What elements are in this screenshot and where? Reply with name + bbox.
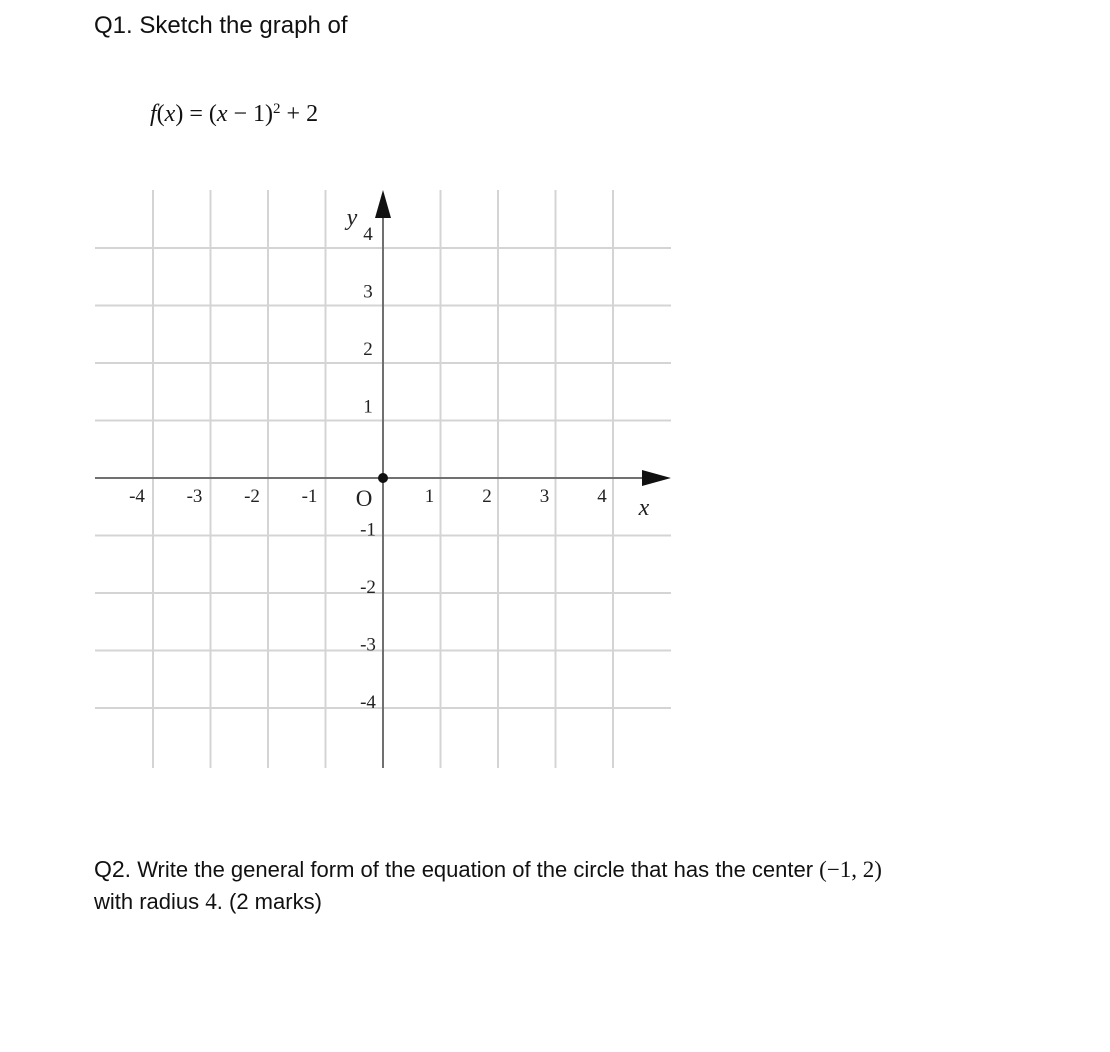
x-tick-label: 1 — [424, 486, 435, 507]
x-axis-arrow — [642, 470, 671, 486]
y-tick-label: 4 — [363, 224, 373, 245]
q2-label: Q2. — [94, 856, 132, 882]
formula-lparen: ( — [156, 101, 165, 127]
y-axis-arrow — [375, 190, 391, 218]
y-tick-label: -1 — [360, 519, 376, 541]
y-tick-label: -2 — [360, 577, 376, 598]
q2-question — [94, 853, 882, 918]
q2-radius: 4 — [205, 889, 217, 914]
y-tick-label: 2 — [363, 339, 373, 360]
q2-text-b: with radius — [94, 889, 206, 914]
y-tick-label: -3 — [360, 634, 376, 656]
plotted-point — [378, 473, 388, 483]
x-tick-label: 3 — [539, 486, 550, 507]
x-tick-label: -1 — [301, 486, 318, 507]
formula-plus: + 2 — [280, 101, 319, 127]
x-tick-label: 2 — [482, 486, 492, 507]
formula-x2: x — [216, 101, 228, 127]
formula-eq: = ( — [183, 101, 217, 127]
y-tick-label: 3 — [363, 281, 373, 303]
formula-minus: − 1) — [227, 101, 274, 127]
formula-exponent: 2 — [273, 101, 281, 117]
q2-text-c: . (2 marks) — [216, 889, 322, 914]
q2-line2 — [94, 886, 882, 918]
formula-x: x — [164, 101, 176, 127]
q2-text-a: Write the general form of the equation of the circle that has the center — [131, 857, 820, 882]
formula-rparen: ) — [175, 101, 184, 127]
formula-f: f — [150, 101, 157, 127]
x-tick-label: -2 — [244, 486, 260, 507]
x-tick-label: -4 — [129, 486, 145, 507]
y-axis-label: y — [346, 205, 358, 231]
origin-label: O — [355, 486, 373, 511]
x-axis-label: x — [638, 495, 650, 521]
q1-title: Q1. Sketch the graph of — [94, 12, 348, 39]
y-tick-label: 1 — [363, 396, 373, 418]
x-tick-label: -3 — [186, 486, 203, 507]
y-tick-label: -4 — [360, 692, 376, 713]
q2-center: (−1, 2) — [819, 857, 882, 882]
x-tick-label: 4 — [597, 486, 607, 507]
